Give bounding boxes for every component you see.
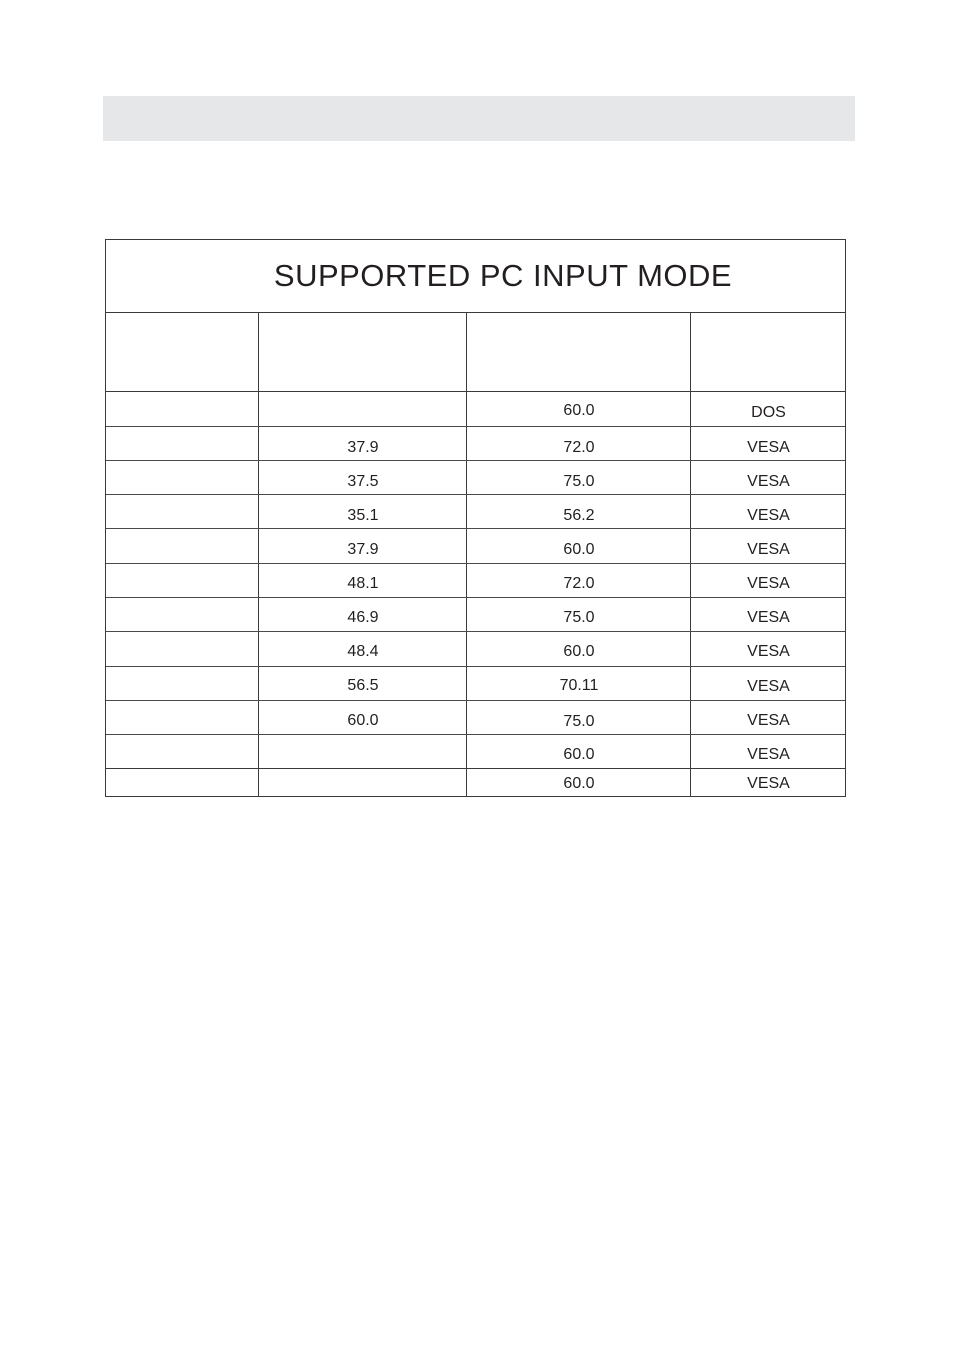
v-freq-cell: 70.11 [559, 677, 599, 694]
v-freq-cell: 72.0 [563, 575, 595, 592]
standard-cell: VESA [747, 575, 790, 592]
standard-cell: VESA [747, 507, 790, 524]
row-divider [106, 528, 845, 529]
standard-cell: VESA [747, 712, 790, 729]
row-divider [106, 768, 845, 769]
row-divider [106, 631, 845, 632]
v-freq-cell: 75.0 [563, 609, 595, 626]
h-freq-cell: 48.1 [347, 575, 379, 592]
standard-cell: VESA [747, 678, 790, 695]
h-freq-cell: 35.1 [347, 507, 379, 524]
v-freq-cell: 60.0 [563, 402, 595, 419]
row-divider [106, 494, 845, 495]
row-divider [106, 700, 845, 701]
standard-cell: DOS [751, 404, 786, 421]
header-band [103, 96, 855, 141]
h-freq-cell: 56.5 [347, 677, 379, 694]
v-freq-cell: 75.0 [563, 473, 595, 490]
v-freq-cell: 56.2 [563, 507, 595, 524]
standard-cell: VESA [747, 609, 790, 626]
standard-cell: VESA [747, 746, 790, 763]
row-divider [106, 426, 845, 427]
row-divider [106, 734, 845, 735]
standard-cell: VESA [747, 643, 790, 660]
v-freq-cell: 60.0 [563, 775, 595, 792]
standard-cell: VESA [747, 541, 790, 558]
standard-cell: VESA [747, 473, 790, 490]
h-freq-cell: 46.9 [347, 609, 379, 626]
standard-cell: VESA [747, 775, 790, 792]
standard-cell: VESA [747, 439, 790, 456]
header-row-divider [106, 391, 845, 392]
h-freq-cell: 37.5 [347, 473, 379, 490]
row-divider [106, 563, 845, 564]
h-freq-cell: 37.9 [347, 439, 379, 456]
v-freq-cell: 75.0 [563, 713, 595, 730]
pc-input-mode-table [105, 239, 846, 797]
row-divider [106, 597, 845, 598]
v-freq-cell: 60.0 [563, 541, 595, 558]
v-freq-cell: 60.0 [563, 746, 595, 763]
table-title-row [106, 240, 845, 313]
row-divider [106, 666, 845, 667]
h-freq-cell: 60.0 [347, 712, 379, 729]
v-freq-cell: 72.0 [563, 439, 595, 456]
h-freq-cell: 48.4 [347, 643, 379, 660]
row-divider [106, 460, 845, 461]
v-freq-cell: 60.0 [563, 643, 595, 660]
h-freq-cell: 37.9 [347, 541, 379, 558]
table-title: SUPPORTED PC INPUT MODE [273, 258, 733, 293]
